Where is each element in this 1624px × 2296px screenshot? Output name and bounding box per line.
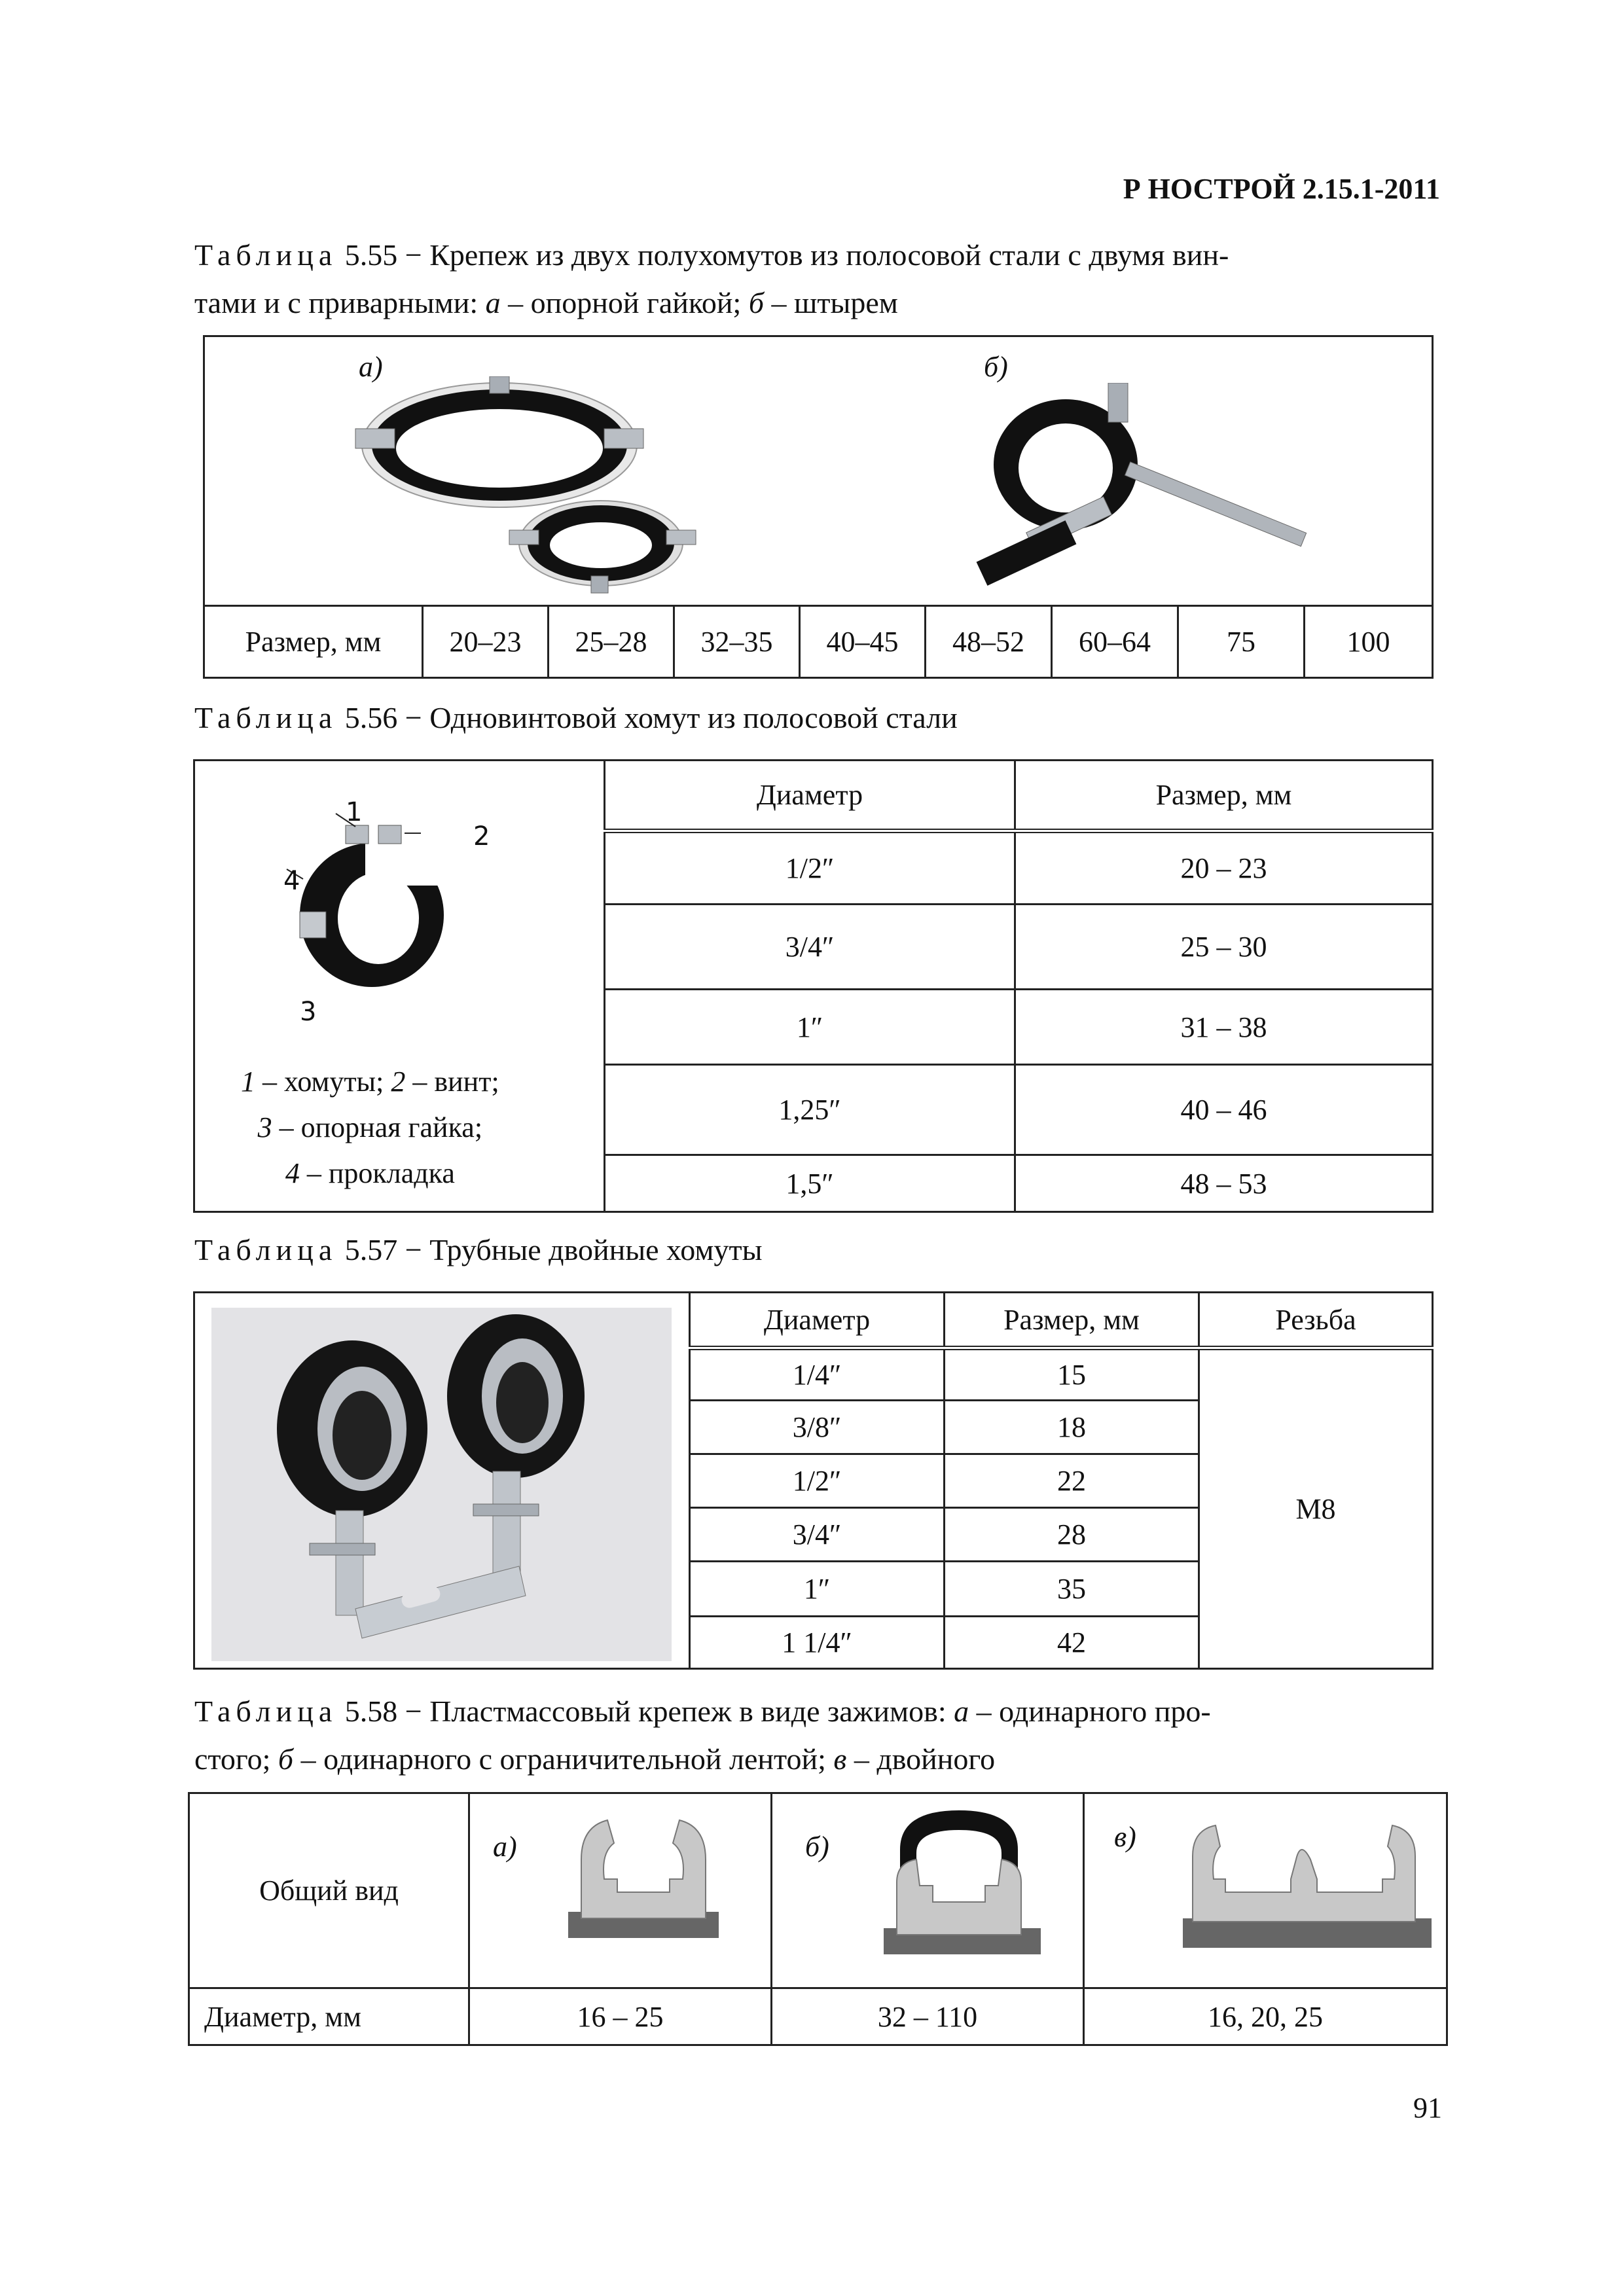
table-cell: 1″ [690,1562,945,1617]
table-5-55-caption: Таблица 5.55 − Крепеж из двух полухомутов из полосовой стали с двумя вин- тами и с приварными: а – опорной гайкой; б – штырем [194,238,1229,319]
double-pipe-clamp-image [211,1308,672,1661]
label-c: в) [1114,1821,1136,1853]
callout-1: 1 [346,797,363,827]
table-cell: 16, 20, 25 [1084,1988,1447,2045]
table-cell: 25 – 30 [1015,905,1433,990]
size-cell: 100 [1305,606,1433,678]
table-cell: 35 [945,1562,1199,1617]
clamp-with-pin-image [951,383,1344,605]
table-5-56-image-cell [194,761,605,1212]
column-header-size: Размер, мм [1015,761,1433,831]
table-cell: 1 1/4″ [690,1617,945,1669]
column-header-size: Размер, мм [945,1293,1199,1348]
table-5-57 [193,1291,1434,1670]
table-cell: 3/4″ [690,1508,945,1562]
table-cell: 31 – 38 [1015,990,1433,1065]
callout-3: 3 [300,997,317,1027]
table-cell: 20 – 23 [1015,831,1433,905]
table-5-55 [203,335,1434,679]
size-cell: 32–35 [674,606,800,678]
page-number: 91 [1413,2092,1442,2124]
document-header: Р НОСТРОЙ 2.15.1-2011 [1123,173,1440,205]
table-cell: 15 [945,1348,1199,1401]
table-cell: 22 [945,1454,1199,1508]
table-5-56 [193,759,1434,1213]
callout-4: 4 [283,866,300,896]
clamp-legend: 1 – хомуты; 2 – винт; 3 – опорная гайка; 4 – прокладка [241,1066,499,1189]
table-cell: 1,25″ [605,1065,1015,1155]
size-cell: 40–45 [800,606,926,678]
table-cell: 1″ [605,990,1015,1065]
size-cell: 25–28 [549,606,674,678]
table-5-58-caption: Таблица 5.58 − Пластмассовый крепеж в виде зажимов: а – одинарного про- стого; б – одинарного с ограничительной лентой; в – двойного [194,1695,1211,1776]
table-cell: 1/2″ [690,1454,945,1508]
table-cell: 42 [945,1617,1199,1669]
diameter-label: Диаметр, мм [189,1988,469,2045]
clip-c-cell [1084,1793,1447,1988]
size-cell: 75 [1178,606,1305,678]
clip-b-cell [772,1793,1084,1988]
table-cell: 1/4″ [690,1348,945,1401]
label-a: а) [359,351,383,383]
size-label: Размер, мм [204,606,423,678]
table-5-56-caption: Таблица 5.56 − Одновинтовой хомут из полосовой стали [194,701,958,734]
table-cell: 3/8″ [690,1401,945,1454]
table-5-58 [188,1792,1448,2046]
thread-cell: М8 [1199,1348,1433,1669]
general-view-label: Общий вид [189,1793,469,1988]
column-header-diameter: Диаметр [605,761,1015,831]
label-a: а) [493,1831,517,1863]
table-cell: 16 – 25 [469,1988,772,2045]
label-b: б) [984,351,1008,383]
table-cell: 1,5″ [605,1155,1015,1212]
double-clamp-image [342,376,748,599]
clip-with-strap-image [864,1804,1054,1967]
table-cell: 48 – 53 [1015,1155,1433,1212]
table-cell: 3/4″ [605,905,1015,990]
label-b: б) [805,1831,829,1863]
table-cell: 32 – 110 [772,1988,1084,2045]
table-cell: 40 – 46 [1015,1065,1433,1155]
table-cell: 1/2″ [605,831,1015,905]
callout-2: 2 [473,821,490,852]
single-screw-clamp-image [274,807,470,997]
clip-a-cell [469,1793,772,1988]
column-header-diameter: Диаметр [690,1293,945,1348]
size-cell: 48–52 [926,606,1052,678]
size-cell: 20–23 [423,606,549,678]
table-5-57-image-cell [194,1293,690,1669]
table-cell: 28 [945,1508,1199,1562]
table-5-57-caption: Таблица 5.57 − Трубные двойные хомуты [194,1233,763,1266]
table-5-55-image-cell [204,336,1433,606]
single-clip-image [555,1814,732,1958]
table-cell: 18 [945,1401,1199,1454]
size-cell: 60–64 [1052,606,1178,678]
column-header-thread: Резьба [1199,1293,1433,1348]
double-clip-image [1180,1820,1435,1958]
